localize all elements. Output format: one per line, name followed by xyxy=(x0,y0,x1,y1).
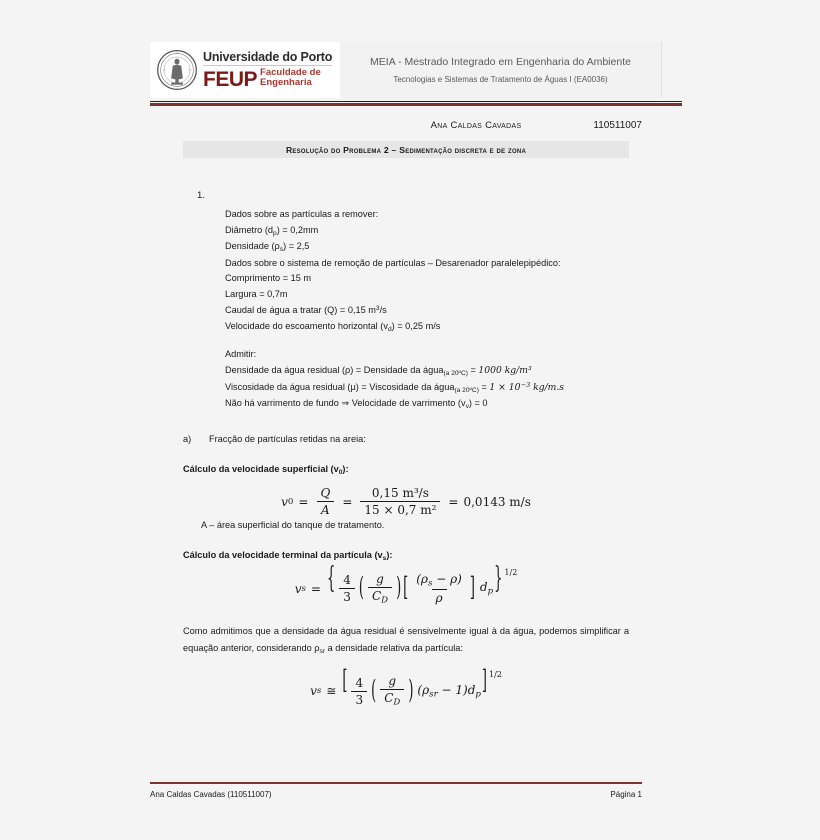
density-sub: s xyxy=(279,246,284,254)
eq1-equals-3: = xyxy=(448,494,459,509)
eq2-g: g xyxy=(376,571,384,586)
system-heading: Dados sobre o sistema de remoção de partículas – Desarenador paralelepipédico: xyxy=(225,257,561,268)
feup-acronym: FEUP xyxy=(203,67,258,91)
sweep-sub: v xyxy=(465,402,469,410)
eq3-equals: ≅ xyxy=(326,684,337,699)
eq2-paren-right: ) xyxy=(396,573,402,604)
flow-line xyxy=(225,303,629,319)
faculty-line-1: Faculdade de xyxy=(260,66,321,78)
length-line: Comprimento = 15 m xyxy=(225,273,312,284)
eq2-4: 4 xyxy=(343,573,351,588)
eq2-p: p xyxy=(487,586,494,597)
eq2-rho-s-open: (ρ xyxy=(416,571,428,586)
eq3-C: C xyxy=(384,691,394,706)
tv-sub: s xyxy=(382,554,387,562)
eq3-bracket-left: [ xyxy=(342,666,348,697)
sv-post: ): xyxy=(342,464,349,475)
faculty-name xyxy=(260,68,321,90)
problem-title-band xyxy=(183,141,629,158)
question-a-text: Fracção de partículas retidas na areia: xyxy=(209,434,366,445)
eq3-g: g xyxy=(388,674,397,689)
diameter-sub: p xyxy=(273,229,277,237)
eq1-fraction-values xyxy=(360,486,440,517)
university-seal-icon xyxy=(156,49,198,91)
hv-sub: d xyxy=(387,325,392,333)
footer-page-number: Página 1 xyxy=(610,790,642,799)
hv-label: Velocidade do escoamento horizontal (v xyxy=(225,321,388,332)
eq1-equals-2: = xyxy=(342,494,353,509)
eq3-rho-post: − 1) xyxy=(437,682,468,697)
wd-sub: (a 20ºC) xyxy=(443,370,468,378)
sweep-pre: Não há varrimento de fundo ⇒ Velocidade de varrimento (v xyxy=(225,397,466,408)
eq3-rho-term xyxy=(417,683,467,699)
eq1-lhs-sub: 0 xyxy=(287,496,294,507)
course-subtitle: Tecnologias e Sistemas de Tratamento de Águas I (EA0036) xyxy=(393,75,608,84)
course-title: MEIA - Mestrado Integrado em Engenharia do Ambiente xyxy=(370,56,631,68)
document-body xyxy=(183,190,629,708)
admit-heading: Admitir: xyxy=(225,349,257,360)
eq3-p: p xyxy=(475,689,481,700)
eq3-bracket-right: ] xyxy=(481,666,487,697)
data-spacer xyxy=(225,335,629,347)
eq3-CD xyxy=(380,689,404,707)
eq2-exponent: 1/2 xyxy=(504,567,518,577)
para-post: a densidade relativa da partícula: xyxy=(325,643,463,654)
eq3-exponent: 1/2 xyxy=(489,670,502,680)
para-pre: Como admitimos que a densidade da água residual é sensivelmente igual à da água, podemos simplificar a equação anterior, considerando ρ xyxy=(183,626,629,654)
density-value: ) = 2,5 xyxy=(283,241,310,252)
eq2-d: d xyxy=(479,580,488,595)
wd-math: 1000 kg/m³ xyxy=(478,365,532,377)
eq2-3: 3 xyxy=(339,588,355,604)
question-a-label: a) xyxy=(183,434,192,445)
footer-row xyxy=(150,790,642,799)
wd-pre: Densidade da água residual (ρ) = Densidade da água xyxy=(225,365,444,376)
eq3-3: 3 xyxy=(351,691,367,707)
eq2-dp xyxy=(480,580,493,596)
eq2-fraction-rho xyxy=(412,572,466,605)
flow-sup: 3 xyxy=(375,305,380,313)
horizontal-velocity-line xyxy=(225,319,629,335)
question-a xyxy=(183,434,629,444)
document-page xyxy=(150,0,682,840)
surface-velocity-heading xyxy=(183,464,629,476)
eq3-rho-open: (ρ xyxy=(417,682,430,697)
diameter-value: ) = 0,2mm xyxy=(276,224,319,235)
sweep-line xyxy=(225,396,629,412)
visc-math-post: kg/m.s xyxy=(530,381,565,393)
given-data-list xyxy=(225,207,629,412)
header-rule-thick xyxy=(150,103,682,106)
eq3-paren-right: ) xyxy=(408,676,414,707)
eq3-paren-left: ( xyxy=(371,676,377,707)
density-line xyxy=(225,239,629,255)
eq1-denominator: 15 × 0,7 m² xyxy=(360,501,440,517)
eq2-equals: = xyxy=(310,581,321,596)
water-density-line xyxy=(225,363,629,379)
document-header xyxy=(150,42,662,98)
eq2-fraction-43 xyxy=(339,573,355,604)
eq1-Q: Q xyxy=(320,486,331,501)
university-name: Universidade do Porto xyxy=(203,50,333,64)
eq3-D: D xyxy=(393,697,401,708)
item-number: 1. xyxy=(197,190,206,201)
visc-pre: Viscosidade da água residual (μ) = Viscosidade da água xyxy=(225,381,455,392)
feup-logo xyxy=(150,42,340,98)
eq3-4: 4 xyxy=(355,675,364,690)
equation-surface-velocity xyxy=(183,486,629,517)
para-sub: sr xyxy=(319,648,326,656)
diameter-label: Diâmetro (d xyxy=(225,224,273,235)
eq3-lhs-sub: s xyxy=(316,686,322,697)
simplification-paragraph xyxy=(183,623,629,658)
eq2-rho-minus: − ρ) xyxy=(432,571,462,586)
visc-math-sup: −3 xyxy=(520,380,531,389)
footer-rule xyxy=(150,782,642,784)
equation-terminal-velocity xyxy=(183,562,629,606)
eq3-lhs: v xyxy=(310,684,317,699)
eq3-rho-sub: sr xyxy=(429,689,438,700)
diameter-line xyxy=(225,223,629,239)
footer-author: Ana Caldas Cavadas (110511007) xyxy=(150,790,272,799)
visc-math-pre: 1 × 10 xyxy=(489,381,521,393)
eq2-rho-num xyxy=(412,572,466,589)
eq2-C: C xyxy=(371,588,382,603)
eq2-D: D xyxy=(381,595,389,606)
wd-eq: = xyxy=(467,365,479,376)
density-label: Densidade (ρ xyxy=(225,241,280,252)
problem-title: Resolução do Problema 2 – Sedimentação discreta e de zona xyxy=(285,144,527,155)
eq1-result: 0,0143 m/s xyxy=(463,494,531,509)
visc-sub: (a 20ºC) xyxy=(454,386,479,394)
sv-sub: 0 xyxy=(338,469,343,477)
student-line xyxy=(150,120,642,131)
particle-data-heading: Dados sobre as partículas a remover: xyxy=(225,209,379,219)
eq2-brace-right: } xyxy=(494,562,503,597)
student-number: 110511007 xyxy=(593,120,642,131)
document-footer xyxy=(150,782,642,799)
eq2-CD xyxy=(368,587,392,605)
terminal-velocity-heading xyxy=(183,550,629,562)
eq2-brace-left: { xyxy=(326,562,336,597)
header-rule xyxy=(150,101,682,106)
flow-unit: /s xyxy=(379,305,387,316)
eq3-d: d xyxy=(467,682,476,697)
visc-math xyxy=(489,382,564,393)
width-line: Largura = 0,7m xyxy=(225,289,288,300)
eq3-dp xyxy=(468,683,481,699)
header-rule-thin xyxy=(150,101,682,102)
eq2-rho-s-sub: s xyxy=(427,578,433,589)
eq1-equals: = xyxy=(298,494,309,509)
eq3-fraction-43 xyxy=(351,676,367,707)
eq1-numerator: 0,15 m³/s xyxy=(371,486,429,501)
eq1-fraction-QA xyxy=(316,486,334,517)
sv-pre: Cálculo da velocidade superficial (v xyxy=(183,464,339,475)
faculty-line-2: Engenharia xyxy=(260,76,312,88)
eq3-fraction-gCd xyxy=(380,674,404,707)
eq1-A: A xyxy=(317,501,334,517)
hv-value: ) = 0,25 m/s xyxy=(391,321,441,332)
student-name: Ana Caldas Cavadas xyxy=(430,120,522,131)
eq1-lhs: v xyxy=(281,494,288,509)
equation-simplified xyxy=(183,666,629,708)
eq2-bracket-right: ] xyxy=(469,573,475,604)
tv-post: ): xyxy=(386,550,393,561)
tv-pre: Cálculo da velocidade terminal da partícula (v xyxy=(183,550,383,561)
area-note: A – área superficial do tanque de tratamento. xyxy=(201,520,385,531)
course-info xyxy=(340,42,662,98)
visc-eq: = xyxy=(478,381,490,392)
viscosity-line xyxy=(225,380,629,396)
eq2-fraction-gCd xyxy=(368,572,392,605)
sweep-post: ) = 0 xyxy=(468,397,488,408)
eq2-rho-den: ρ xyxy=(432,589,447,605)
eq2-bracket-left: [ xyxy=(403,573,409,604)
eq2-paren-left: ( xyxy=(358,573,364,604)
flow-label: Caudal de água a tratar (Q) = 0,15 m xyxy=(225,305,376,316)
eq2-lhs-sub: s xyxy=(301,583,306,594)
eq2-lhs: v xyxy=(294,581,302,596)
